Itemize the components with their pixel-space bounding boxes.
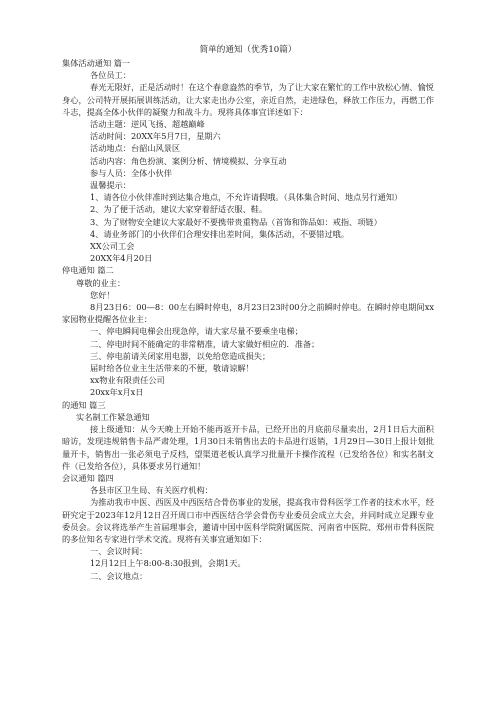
section-heading-1: 集体活动通知 篇一 [62, 58, 131, 68]
recipients: 各县市区卫生局、有关医疗机构： [90, 485, 213, 496]
activity-time: 活动时间：20XX年5月7日，星期六 [90, 131, 221, 142]
activity-theme: 活动主题：逆风飞扬、超越巅峰 [90, 119, 205, 130]
notice-item: 二、停电时间不能确定的非常精准，请大家做好相应的．准备； [90, 338, 320, 349]
tip-item: 1、请各位小伙伴准时到达集合地点，不允许请假哦。（具体集合时间、地点另行通知） [90, 192, 403, 203]
document-title: 简单的通知（优秀10篇） [199, 45, 297, 55]
section-heading-2: 停电通知 篇二 [62, 265, 114, 276]
greeting: 尊敬的业主： [76, 277, 126, 288]
salutation: 各位员工： [90, 70, 131, 81]
tip-item: 2、为了便于活动，建议大家穿着舒适衣服、鞋。 [90, 204, 268, 215]
realname-body: 接上级通知：从今天晚上开始不能再返开卡品，已经开出的月底前尽量卖出，2月1日后大面积暗访，发现违规销售卡品严肃处理，1月30日未销售出去的卡品进行返销，1月29日—30日上报计划批量开卡，销售出一张必须电子反档，望渠道老板认真学习批量开卡操作流程（已发给各位）和实名制文件（已发给各位），具体要求另行通知！ [62, 424, 434, 471]
meeting-item: 一、会议时间： [90, 546, 148, 557]
notice-item: 三、停电前请关闭家用电器，以免给您造成损失； [90, 350, 271, 361]
notice-item: 一、停电瞬间电梯会出现急停，请大家尽量不要乘坐电梯； [90, 326, 303, 337]
activity-content: 活动内容：角色扮演、案例分析、情境模拟、分享互动 [90, 155, 287, 166]
closing: 届时给各位业主生活带来的不便，敬请谅解！ [90, 363, 254, 374]
issue-date: 20XX年4月20日 [90, 253, 153, 264]
activity-intro: 春光无限好，正是活动时！在这个春意盎然的季节，为了让大家在繁忙的工作中放松心情、愉悦身心，公司特开展拓展训练活动，让大家走出办公室，亲近自然，走进绿色，释放工作压力，再燃工作斗志，提高全体小伙伴的凝聚力和战斗力。现将具体事宜详述如下： [62, 82, 434, 117]
section-heading-3: 的通知 篇三 [62, 399, 106, 410]
hello: 您好！ [90, 289, 115, 300]
subtitle: 实名制工作紧急通知 [76, 411, 150, 422]
section-heading-4: 会议通知 篇四 [62, 472, 114, 483]
meeting-item: 二、会议地点： [90, 570, 148, 581]
outage-body: 8月23日6：00—8：00左右瞬时停电，8月23日23时00分之前瞬时停电。在瞬时停电期间xx家园物业提醒各位业主： [62, 302, 434, 325]
document-body [62, 44, 434, 582]
issue-date: 20xx年x月x日 [90, 387, 144, 398]
issuer: xx物业有限责任公司 [90, 375, 165, 386]
activity-people: 参与人员：全体小伙伴 [90, 167, 172, 178]
meeting-time: 12月12日上午8:00-8:30报到，会期1天。 [90, 558, 246, 569]
activity-place: 活动地点：台韶山风景区 [90, 143, 181, 154]
tip-item: 4、请业务部门的小伙伴们合理安排出差时间，集体活动，不要错过哦。 [90, 228, 350, 239]
tips-label: 温馨提示： [90, 180, 131, 191]
tip-item: 3、为了财物安全建议大家最好不要携带贵重物品（首饰和饰品如：戒指、项链） [90, 216, 382, 227]
issuer: XX公司工会 [90, 241, 135, 252]
meeting-body: 为推动我市中医、西医及中西医结合骨伤事业的发展，提高我市骨科医学工作者的技术水平，经研究定于2023年12月12日召开周口市中西医结合学会骨伤专业委员会成立大会，并同时成立足踝专业委员会。会议将选举产生首届理事会，邀请中国中医科学院附属医院、河南省中医院、郑州市骨科医院的多位知名专家进行学术交流。现将有关事宜通知如下： [62, 497, 434, 544]
